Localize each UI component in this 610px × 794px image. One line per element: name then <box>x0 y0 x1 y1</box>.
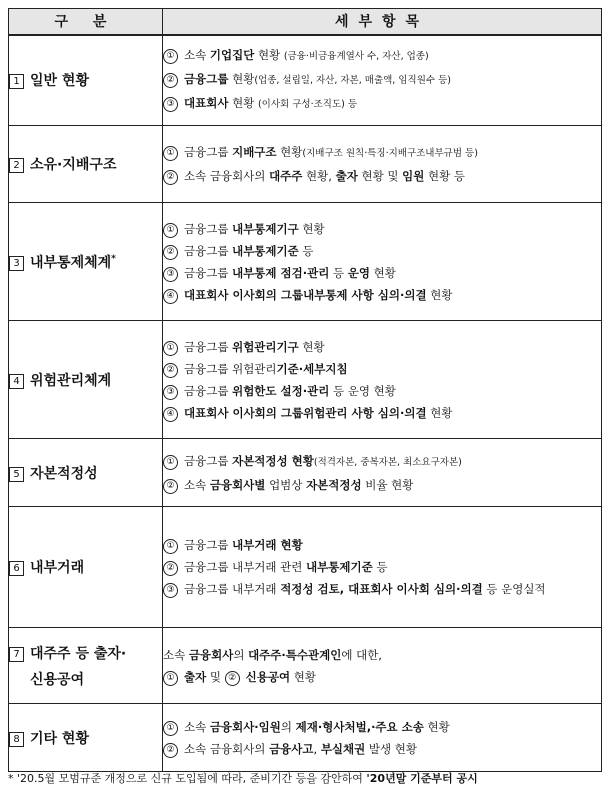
detail-item: ② 금융그룹 현황(업종, 설립일, 자산, 자본, 매출액, 임직원수 등) <box>163 68 601 92</box>
detail-item: ② 소속 금융회사의 대주주 현황, 출자 현황 및 임원 현황 등 <box>163 165 601 187</box>
detail-item: ① 금융그룹 내부통제기구 현황 <box>163 218 601 240</box>
details-cell <box>163 507 602 628</box>
row-number: 6 <box>9 561 24 576</box>
table-row <box>9 35 602 126</box>
detail-item: ① 금융그룹 자본적정성 현황(적격자본, 중복자본, 최소요구자본) <box>163 450 601 474</box>
details-cell <box>163 126 602 203</box>
detail-item: ② 금융그룹 위험관리기준·세부지침 <box>163 358 601 380</box>
category-label: 내부거래 <box>30 560 85 576</box>
category-cell <box>9 203 163 321</box>
footnote-marker: * <box>111 253 116 264</box>
detail-lead: 소속 금융회사의 대주주·특수관계인에 대한, <box>163 647 382 662</box>
table-row <box>9 321 602 439</box>
category-label: 기타 현황 <box>30 730 89 747</box>
detail-item: ① 소속 기업집단 현황 (금융·비금융계열사 수, 자산, 업종) <box>163 44 601 68</box>
table-header-row <box>9 9 602 35</box>
category-cell <box>9 35 163 126</box>
table-row <box>9 704 602 772</box>
category-cell <box>9 628 163 704</box>
detail-item: ② 소속 금융회사의 금융사고, 부실채권 발생 현황 <box>163 738 601 760</box>
category-cell <box>9 321 163 439</box>
details-cell <box>163 321 602 439</box>
detail-item: ② 금융그룹 내부통제기준 등 <box>163 240 601 262</box>
category-cell <box>9 507 163 628</box>
category-label: 소유·지배구조 <box>30 157 117 173</box>
category-label: 내부통제체계 <box>30 254 112 271</box>
table-row <box>9 628 602 704</box>
detail-item: ④ 대표회사 이사회의 그룹내부통제 사항 심의·의결 현황 <box>163 284 601 306</box>
footnote <box>8 770 478 786</box>
details-cell <box>163 439 602 507</box>
category-cell <box>9 439 163 507</box>
footnote-text: * '20.5월 모범규준 개정으로 신규 도입됨에 따라, 준비기간 등을 감안하여 <box>8 772 367 785</box>
row-number: 2 <box>9 158 24 173</box>
detail-item: ③ 금융그룹 내부통제 점검·관리 등 운영 현황 <box>163 262 601 284</box>
detail-item: ① 출자 및 ② 신용공여 현황 <box>163 666 601 688</box>
detail-item: ② 금융그룹 내부거래 관련 내부통제기준 등 <box>163 556 601 578</box>
header-category: 구 분 <box>9 9 163 35</box>
details-cell <box>163 203 602 321</box>
row-number: 5 <box>9 467 24 482</box>
category-label-line2: 신용공여 <box>30 671 85 688</box>
detail-item: ② 소속 금융회사별 업범상 자본적정성 비율 현황 <box>163 474 601 496</box>
details-cell <box>163 704 602 772</box>
detail-item: ③ 대표회사 현황 (이사회 구성·조직도) 등 <box>163 92 601 116</box>
category-label: 자본적정성 <box>30 465 98 482</box>
detail-item: ① 금융그룹 위험관리기구 현황 <box>163 336 601 358</box>
category-label: 일반 현황 <box>30 73 89 90</box>
table-row <box>9 507 602 628</box>
category-label: 위험관리체계 <box>30 372 112 389</box>
category-cell <box>9 126 163 203</box>
row-number: 7 <box>9 647 24 662</box>
row-number: 4 <box>9 374 24 389</box>
row-number: 3 <box>9 256 24 271</box>
details-cell <box>163 35 602 126</box>
table-row <box>9 203 602 321</box>
detail-item: ① 금융그룹 지배구조 현황(지배구조 원칙·특징·지배구조내부규범 등) <box>163 141 601 165</box>
detail-item: ① 소속 금융회사·임원의 제재·형사처벌,·주요 소송 현황 <box>163 716 601 738</box>
row-number: 8 <box>9 732 24 747</box>
footnote-bold: '20년말 기준부터 공시 <box>366 772 478 785</box>
detail-item: ③ 금융그룹 위험한도 설정·관리 등 운영 현황 <box>163 380 601 402</box>
table-row <box>9 439 602 507</box>
detail-item: ③ 금융그룹 내부거래 적정성 검토, 대표회사 이사회 심의·의결 등 운영실적 <box>163 578 601 600</box>
details-cell <box>163 628 602 704</box>
detail-item: ① 금융그룹 내부거래 현황 <box>163 534 601 556</box>
row-number: 1 <box>9 74 24 89</box>
disclosure-items-table <box>8 8 602 772</box>
header-details: 세부항목 <box>163 9 602 35</box>
table-row <box>9 126 602 203</box>
category-label: 대주주 등 출자· <box>30 645 127 662</box>
category-cell <box>9 704 163 772</box>
detail-item: ④ 대표회사 이사회의 그룹위험관리 사항 심의·의결 현황 <box>163 402 601 424</box>
